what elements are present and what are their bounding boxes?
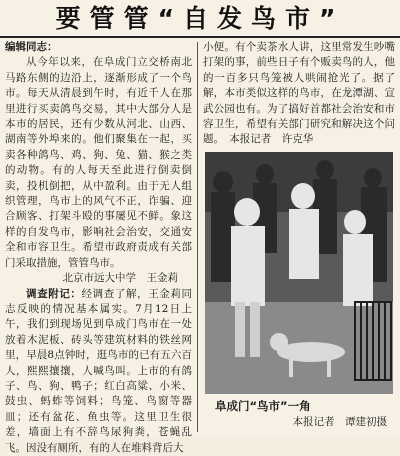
letter-body: 从今年以来，在阜成门立交桥南北马路东侧的边沿上，逐渐形成了一个鸟市。每天从清晨到午时，有近千人在那里进行买卖鸽鸟交易，其中大部分人是本市的居民，还有少数从河北、山西、湖南等外埠来的。他们聚集在一起，买卖各种鸽鸟、鸡、狗、兔、猫、猴之类的动物。有的人每天至此进行倒卖倒卖，投机倒把，从中盈利。由于无人组织管理，鸟市上的风气不正，诈骗、迎合顾客、打架斗殴的事屡见不鲜。象这样的自发鸟市，影响社会治安，交通安全和市容卫生。希望市政府责成有关部门采取措施，管管鸟市。 — [5, 56, 192, 269]
investigation-label: 调查附记： — [26, 287, 82, 300]
right-column-text — [203, 40, 395, 148]
column-divider — [197, 42, 198, 432]
news-photo — [205, 152, 393, 394]
bird-market-photo — [205, 152, 393, 394]
investigation-continuation — [203, 40, 395, 148]
left-column — [5, 40, 193, 454]
photo-caption — [205, 398, 395, 434]
photo-credit: 本报记者 谭建初摄 — [292, 416, 387, 428]
reporter-byline: 本报记者 许克华 — [229, 133, 314, 146]
investigation-paragraph — [5, 287, 192, 456]
photo-caption-title: 阜成门“鸟市”一角 — [215, 399, 311, 413]
letter-signature: 北京市远大中学 王金莉 — [62, 272, 178, 285]
article-headline: 要管管“自发鸟市” — [55, 4, 345, 33]
investigation-text-left: 经调查了解，王金莉同志反映的情况基本属实。7月12日上午，我们到现场见到阜成门鸟市在一处放着木泥板、砖头等建筑材料的铁丝网里，早晨8点钟时，逛鸟市的已有五六百人，熙熙攘攘，人喊鸟叫。上市的有鸽子、鸟、狗、鸭子；红白高粱、小米、鼓虫、蚂蚱等饲料；鸟笼、鸟窗等器皿；还有盆花、鱼虫等。这里卫生很差，墙面上有不辞鸟尿狗粪，苍蝇乱飞。因没有厕所，有的人在堆料背后大 — [5, 287, 193, 454]
headline-rule — [0, 36, 400, 38]
investigation-text-right: 小便。有个卖茶水人讲，这里常发生吵嘴打架的事，前些日子有个贩卖鸟的人，他的一百多只鸟笼被人哄闹抢光了。据了解，本市类似这样的鸟市，在龙潭湖、宣武公园也有。为了搞好首都社会治安和市容卫生，希望有关部门研究和解决这个问题。 — [203, 41, 395, 146]
letter-salutation: 编辑同志： — [5, 41, 58, 53]
